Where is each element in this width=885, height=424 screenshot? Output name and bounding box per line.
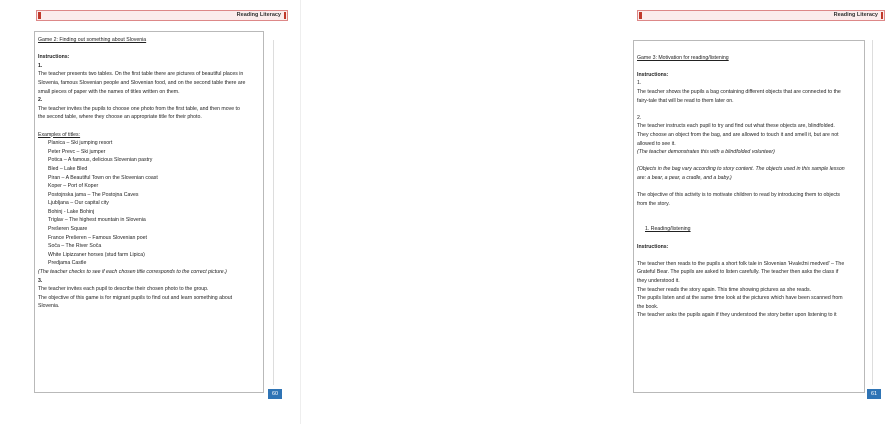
text-line: 1. [637, 80, 642, 87]
text-line: The teacher reads the story again. This time showing pictures as she reads. [637, 286, 812, 293]
text-line: Piran – A Beautiful Town on the Slovenian coast [48, 174, 158, 181]
text-line: Game 2: Finding out something about Slovenia [38, 37, 147, 43]
header-marker [38, 12, 41, 19]
page-header [36, 10, 288, 21]
page-number: 61 [867, 389, 881, 399]
text-frame [633, 40, 865, 393]
text-line: Game 3: Motivation for reading/listening [637, 54, 729, 61]
page-header [637, 10, 885, 21]
text-line: 2. [637, 114, 642, 121]
text-line: Bled – Lake Bled [48, 165, 88, 172]
header-title: Reading Literacy [236, 12, 281, 18]
text-line: Soča – The River Soča [48, 243, 102, 250]
text-line: allowed to see it. [637, 140, 676, 147]
text-line: Ljubljana – Our capital city [48, 200, 109, 207]
blank-line [637, 183, 861, 192]
text-line: (Objects in the bag vary according to story content. The objects used in this sample lesson [637, 166, 845, 173]
header-end-marker [284, 12, 286, 19]
page-content [38, 36, 260, 311]
text-line: (The teacher checks to see if each chosen title corresponds to the correct picture.) [38, 269, 227, 276]
text-line: Predjama Castle [48, 260, 87, 267]
text-line: Instructions: [38, 54, 70, 61]
text-line: Instructions: [637, 243, 669, 250]
text-line: The pupils listen and at the same time look at the pictures which have been scanned from [637, 295, 843, 302]
text-line: Examples of titles: [38, 131, 81, 138]
text-line: White Lipizzaner horses (stud farm Lipica) [48, 251, 145, 258]
blank-line [637, 105, 861, 114]
page-content [637, 45, 861, 320]
page-number: 60 [268, 389, 282, 399]
blank-line [38, 122, 260, 131]
blank-line [637, 251, 861, 260]
text-line: They choose an object from the bag, and are allowed to touch it and smell it, but are not [637, 131, 839, 138]
text-line: The teacher invites each pupil to describe their chosen photo to the group. [38, 286, 209, 293]
blank-line [637, 62, 861, 71]
blank-line [637, 234, 861, 243]
margin-rule [273, 40, 274, 385]
text-line: The teacher then reads to the pupils a short folk tale in Slovenian 'Hvaležni medved' – The [637, 260, 845, 267]
header-end-marker [881, 12, 883, 19]
text-line: Slovenia, famous Slovenian people and Slovenian food, and on the second table there are [38, 79, 246, 86]
text-line: Peter Prevc – Ski jumper [48, 148, 106, 155]
text-frame [34, 31, 264, 393]
text-line: Instructions: [637, 71, 669, 78]
blank-line [38, 45, 260, 54]
blank-line [637, 45, 861, 54]
text-line: they understood it. [637, 278, 680, 285]
text-line: 1. Reading/listening [645, 226, 691, 233]
text-line: The teacher invites the pupils to choose one photo from the first table, and then move to [38, 105, 240, 112]
text-line: France Prešeren – Famous Slovenian poet [48, 234, 147, 241]
margin-rule [872, 40, 873, 385]
blank-line [637, 217, 861, 226]
text-line: The teacher shows the pupils a bag containing different objects that are connected to the [637, 88, 841, 95]
text-line: Potica – A famous, delicious Slovenian pastry [48, 157, 153, 164]
left-page [0, 0, 300, 424]
blank-line [637, 208, 861, 217]
text-line: the book. [637, 303, 659, 310]
text-line: Prešeren Square [48, 226, 88, 233]
text-line: 1. [38, 62, 43, 69]
text-line: The teacher asks the pupils again if they understood the story better upon listening to it [637, 312, 837, 319]
text-line: The objective of this activity is to motivate children to read by introducing them to objects [637, 192, 840, 199]
text-line: 2. [38, 97, 43, 104]
text-line: from the story. [637, 200, 670, 207]
text-line: the second table, where they choose an appropriate title for their photo. [38, 114, 202, 121]
text-line: Slovenia. [38, 303, 60, 310]
text-line: Koper – Port of Koper [48, 183, 99, 190]
right-page [300, 0, 878, 424]
text-line: fairy-tale that will be read to them later on. [637, 97, 734, 104]
text-line: 3. [38, 277, 43, 284]
text-line: The objective of this game is for migrant pupils to find out and learn something about [38, 294, 233, 301]
text-line: Bohinj - Lake Bohinj [48, 208, 95, 215]
text-line: are: a bear, a pear, a cradle, and a baby.) [637, 174, 732, 181]
text-line: small pieces of paper with the names of titles written on them. [38, 88, 180, 95]
text-line: The teacher presents two tables. On the first table there are pictures of beautiful places in [38, 71, 244, 78]
text-line: Triglav – The highest mountain in Slovenia [48, 217, 146, 224]
text-line: Postojnska jama – The Postojna Caves [48, 191, 139, 198]
blank-line [637, 157, 861, 166]
header-title: Reading Literacy [833, 12, 878, 18]
text-line: Grateful Bear. The pupils are asked to listen carefully. The teacher then asks the class if [637, 269, 839, 276]
text-line: Planica – Ski jumping resort [48, 140, 113, 147]
text-line: (The teacher demonstrates this with a blindfolded volunteer) [637, 149, 775, 156]
text-line: The teacher instructs each pupil to try and find out what these objects are, blindfolded. [637, 123, 835, 130]
header-marker [639, 12, 642, 19]
